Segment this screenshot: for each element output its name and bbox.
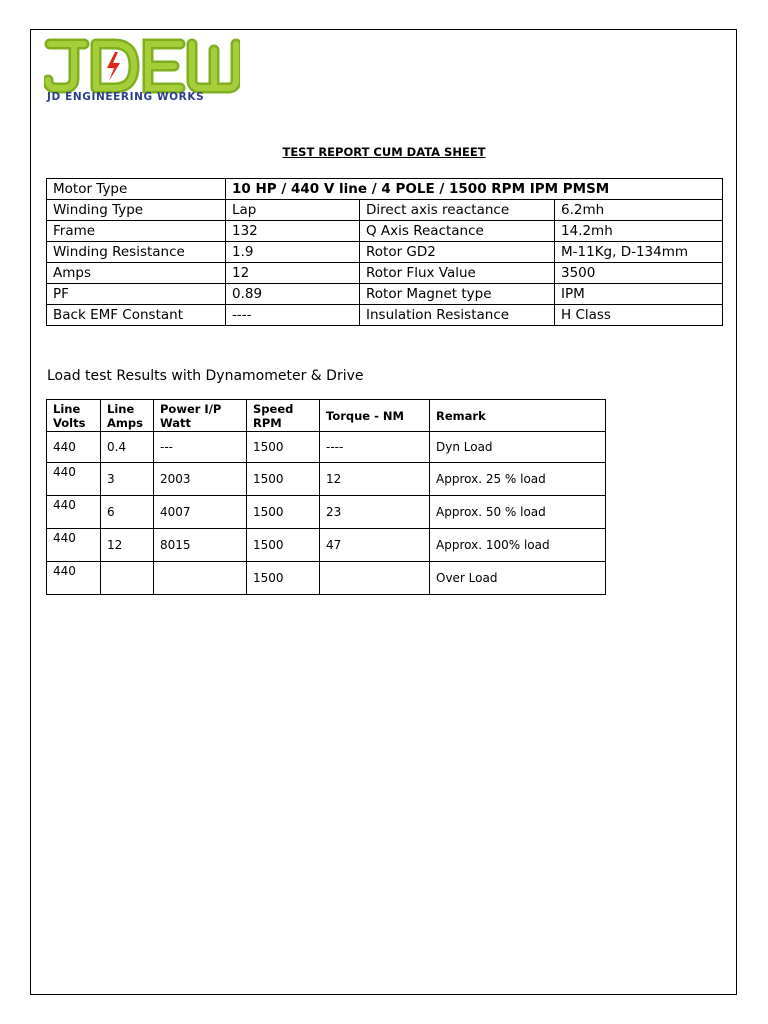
spec-label: Winding Resistance (47, 242, 226, 263)
cell-speed: 1500 (247, 496, 320, 529)
table-row (47, 463, 606, 496)
cell-volts: 440 (47, 432, 101, 463)
table-row (47, 284, 723, 305)
spec-label: Rotor Flux Value (360, 263, 555, 284)
spec-label: Back EMF Constant (47, 305, 226, 326)
cell-torque (320, 562, 430, 595)
cell-amps (101, 562, 154, 595)
spec-value: IPM (555, 284, 723, 305)
spec-label: Rotor Magnet type (360, 284, 555, 305)
cell-power: --- (154, 432, 247, 463)
jdew-logo-graphic (44, 38, 240, 94)
spec-value: 6.2mh (555, 200, 723, 221)
document-title: TEST REPORT CUM DATA SHEET (282, 145, 486, 159)
spec-label: Winding Type (47, 200, 226, 221)
cell-torque: ---- (320, 432, 430, 463)
cell-power: 4007 (154, 496, 247, 529)
spec-value: Lap (226, 200, 360, 221)
spec-value: 12 (226, 263, 360, 284)
table-row (47, 263, 723, 284)
spec-value: M-11Kg, D-134mm (555, 242, 723, 263)
cell-speed: 1500 (247, 529, 320, 562)
cell-remark: Approx. 25 % load (430, 463, 606, 496)
cell-remark: Approx. 100% load (430, 529, 606, 562)
cell-amps: 0.4 (101, 432, 154, 463)
cell-amps: 6 (101, 496, 154, 529)
table-row (47, 562, 606, 595)
cell-torque: 47 (320, 529, 430, 562)
table-row (47, 221, 723, 242)
spec-label: Rotor GD2 (360, 242, 555, 263)
load-test-table (46, 399, 606, 595)
spec-value: 1.9 (226, 242, 360, 263)
cell-remark: Over Load (430, 562, 606, 595)
spec-value: H Class (555, 305, 723, 326)
table-row (47, 242, 723, 263)
spec-value: 14.2mh (555, 221, 723, 242)
cell-volts: 440 (47, 496, 101, 529)
table-row (47, 529, 606, 562)
spec-label: Amps (47, 263, 226, 284)
header-speed: Speed RPM (247, 400, 320, 432)
table-row (47, 432, 606, 463)
header-torque: Torque - NM (320, 400, 430, 432)
cell-volts: 440 (47, 562, 101, 595)
logo-tagline: JD ENGINEERING WORKS (47, 91, 205, 103)
motor-spec-table (46, 178, 723, 326)
spec-value: 132 (226, 221, 360, 242)
cell-volts: 440 (47, 463, 101, 496)
table-row (47, 179, 723, 200)
spec-value: 0.89 (226, 284, 360, 305)
spec-label: PF (47, 284, 226, 305)
cell-power (154, 562, 247, 595)
spec-label: Motor Type (47, 179, 226, 200)
cell-remark: Dyn Load (430, 432, 606, 463)
header-remark: Remark (430, 400, 606, 432)
cell-power: 8015 (154, 529, 247, 562)
cell-amps: 3 (101, 463, 154, 496)
header-line-amps: Line Amps (101, 400, 154, 432)
header-power-input: Power I/P Watt (154, 400, 247, 432)
cell-volts: 440 (47, 529, 101, 562)
table-header-row (47, 400, 606, 432)
spec-label: Frame (47, 221, 226, 242)
table-row (47, 496, 606, 529)
spec-label: Insulation Resistance (360, 305, 555, 326)
spec-value: 3500 (555, 263, 723, 284)
cell-remark: Approx. 50 % load (430, 496, 606, 529)
spec-label: Q Axis Reactance (360, 221, 555, 242)
spec-value: ---- (226, 305, 360, 326)
load-test-heading: Load test Results with Dynamometer & Drive (47, 368, 364, 384)
cell-power: 2003 (154, 463, 247, 496)
table-row (47, 305, 723, 326)
cell-amps: 12 (101, 529, 154, 562)
header-line-volts: Line Volts (47, 400, 101, 432)
cell-torque: 12 (320, 463, 430, 496)
spec-label: Direct axis reactance (360, 200, 555, 221)
cell-speed: 1500 (247, 463, 320, 496)
cell-torque: 23 (320, 496, 430, 529)
motor-type-value: 10 HP / 440 V line / 4 POLE / 1500 RPM IPM PMSM (226, 179, 723, 200)
cell-speed: 1500 (247, 562, 320, 595)
cell-speed: 1500 (247, 432, 320, 463)
table-row (47, 200, 723, 221)
